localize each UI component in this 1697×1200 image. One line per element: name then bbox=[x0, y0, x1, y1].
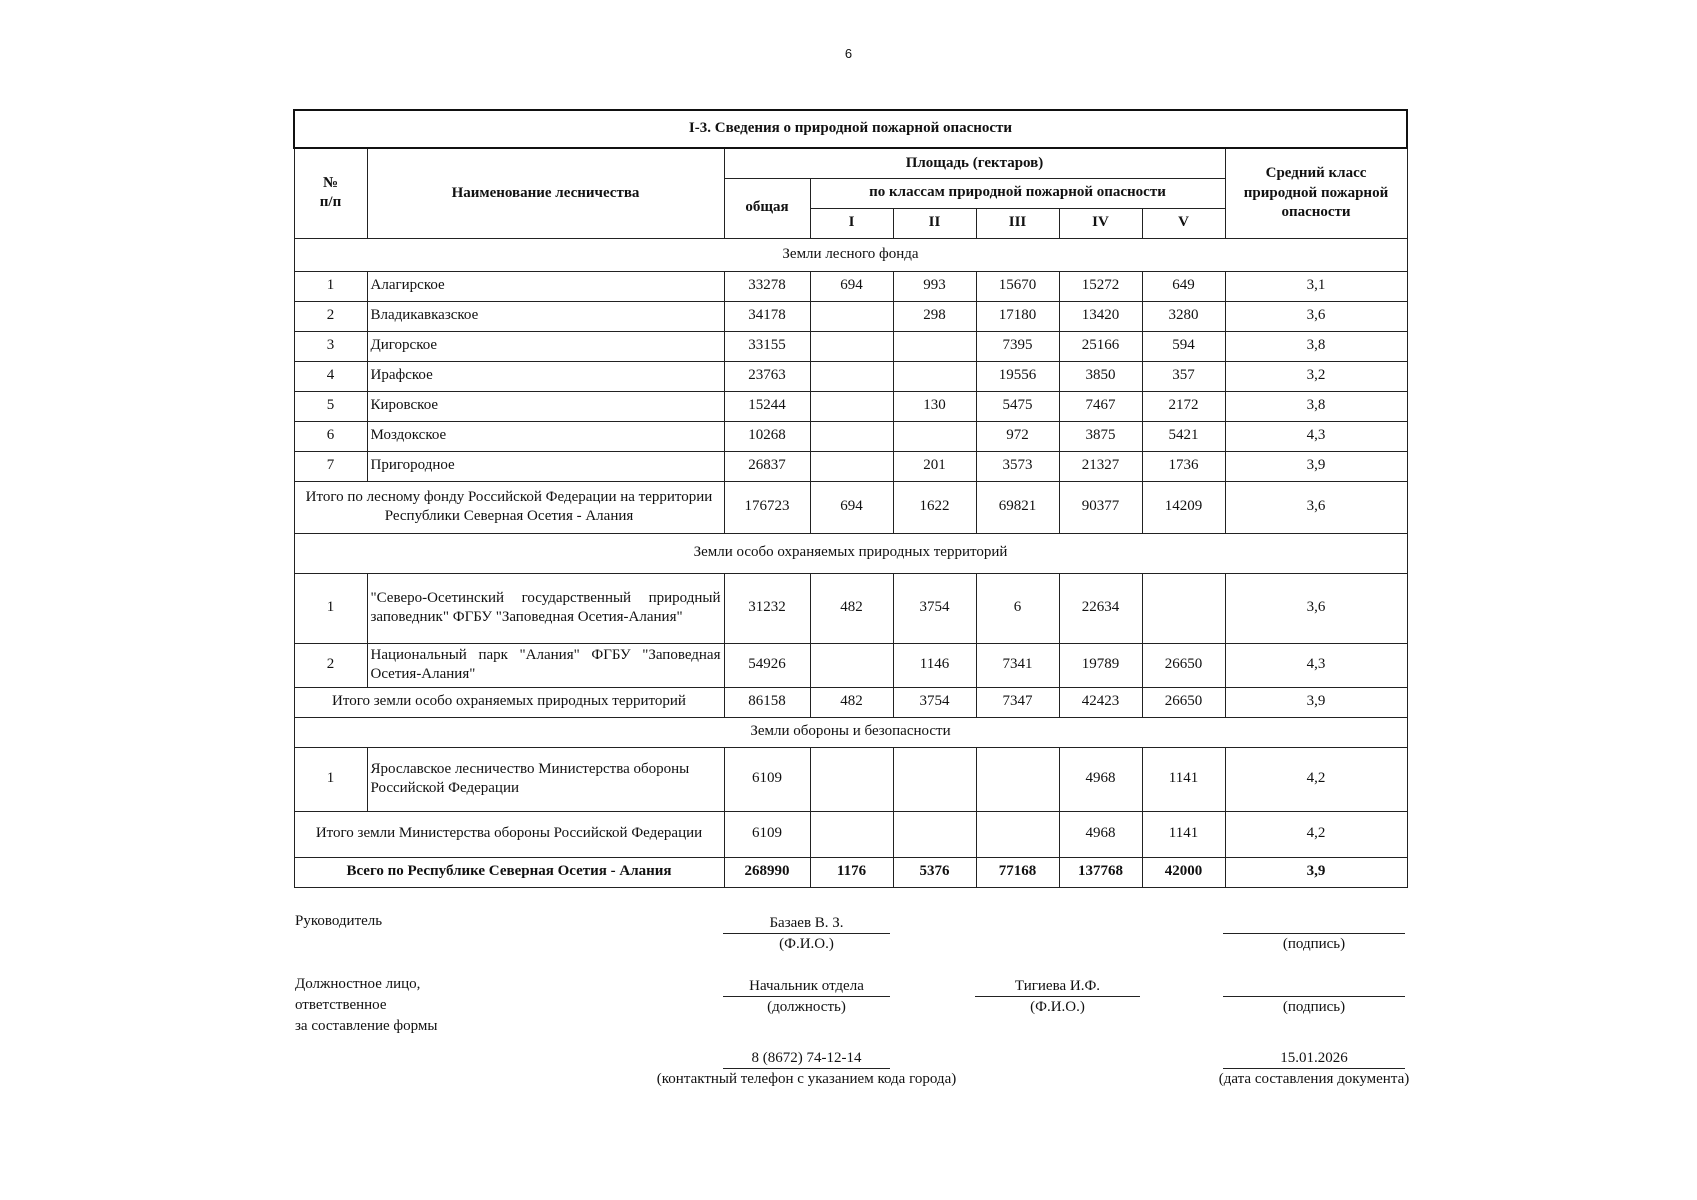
row-c2: 993 bbox=[893, 271, 976, 301]
row-c5: 1141 bbox=[1142, 747, 1225, 811]
header-area: Площадь (гектаров) bbox=[724, 148, 1225, 178]
section-label-forest-fund: Земли лесного фонда bbox=[294, 238, 1407, 271]
official-position: Начальник отдела bbox=[723, 976, 890, 997]
row-c4: 22634 bbox=[1059, 573, 1142, 643]
row-avg: 3,8 bbox=[1225, 331, 1407, 361]
official-position-caption: (должность) bbox=[767, 999, 846, 1015]
row-avg: 3,1 bbox=[1225, 271, 1407, 301]
header-class-iii: III bbox=[976, 208, 1059, 238]
header-name: Наименование лесничества bbox=[367, 148, 724, 238]
row-num: 7 bbox=[294, 451, 367, 481]
grand-total-c3: 77168 bbox=[976, 857, 1059, 887]
row-total: 33278 bbox=[724, 271, 810, 301]
page-number: 6 bbox=[844, 46, 853, 61]
row-total: 15244 bbox=[724, 391, 810, 421]
row-total: 54926 bbox=[724, 643, 810, 687]
row-c5: 3280 bbox=[1142, 301, 1225, 331]
row-total: 6109 bbox=[724, 747, 810, 811]
subtotal-avg: 4,2 bbox=[1225, 811, 1407, 857]
row-c3: 15670 bbox=[976, 271, 1059, 301]
row-avg: 4,3 bbox=[1225, 421, 1407, 451]
row-num: 1 bbox=[294, 573, 367, 643]
official-signature-caption: (подпись) bbox=[1282, 999, 1346, 1015]
grand-total-c2: 5376 bbox=[893, 857, 976, 887]
row-c2: 298 bbox=[893, 301, 976, 331]
row-name: Кировское bbox=[367, 391, 724, 421]
head-name: Базаев В. З. bbox=[723, 913, 890, 934]
row-name: Пригородное bbox=[367, 451, 724, 481]
official-signature-line bbox=[1223, 976, 1405, 997]
grand-total-label: Всего по Республике Северная Осетия - Алания bbox=[294, 857, 724, 887]
row-num: 4 bbox=[294, 361, 367, 391]
subtotal-total: 6109 bbox=[724, 811, 810, 857]
row-c4: 13420 bbox=[1059, 301, 1142, 331]
row-c2: 3754 bbox=[893, 573, 976, 643]
head-label: Руководитель bbox=[295, 913, 383, 929]
subtotal-label: Итого по лесному фонду Российской Федерации на территории Республики Северная Осетия - Алания bbox=[294, 481, 724, 533]
subtotal-c3: 7347 bbox=[976, 687, 1059, 717]
grand-total-c5: 42000 bbox=[1142, 857, 1225, 887]
row-c4: 7467 bbox=[1059, 391, 1142, 421]
subtotal-total: 86158 bbox=[724, 687, 810, 717]
head-signature-caption: (подпись) bbox=[1282, 936, 1346, 952]
row-c3: 19556 bbox=[976, 361, 1059, 391]
subtotal-label: Итого земли особо охраняемых природных территорий bbox=[294, 687, 724, 717]
row-c4: 21327 bbox=[1059, 451, 1142, 481]
section-label-defense-lands: Земли обороны и безопасности bbox=[294, 717, 1407, 747]
row-name: Дигорское bbox=[367, 331, 724, 361]
row-num: 3 bbox=[294, 331, 367, 361]
header-by-class: по классам природной пожарной опасности bbox=[810, 178, 1225, 208]
row-c2: 1146 bbox=[893, 643, 976, 687]
row-c3: 5475 bbox=[976, 391, 1059, 421]
table-title: I-3. Сведения о природной пожарной опасности bbox=[294, 110, 1407, 148]
row-c3: 6 bbox=[976, 573, 1059, 643]
row-c4: 3875 bbox=[1059, 421, 1142, 451]
row-name: "Северо-Осетинский государственный природный заповедник" ФГБУ "Заповедная Осетия-Алания" bbox=[367, 573, 724, 643]
date-value: 15.01.2026 bbox=[1223, 1048, 1405, 1069]
row-c4: 3850 bbox=[1059, 361, 1142, 391]
subtotal-avg: 3,6 bbox=[1225, 481, 1407, 533]
subtotal-c5: 14209 bbox=[1142, 481, 1225, 533]
subtotal-c5: 1141 bbox=[1142, 811, 1225, 857]
grand-total-c1: 1176 bbox=[810, 857, 893, 887]
official-name: Тигиева И.Ф. bbox=[975, 976, 1140, 997]
section-label-protected-areas: Земли особо охраняемых природных территорий bbox=[294, 533, 1407, 573]
row-total: 31232 bbox=[724, 573, 810, 643]
header-class-iv: IV bbox=[1059, 208, 1142, 238]
row-c1: 694 bbox=[810, 271, 893, 301]
subtotal-c4: 90377 bbox=[1059, 481, 1142, 533]
grand-total-total: 268990 bbox=[724, 857, 810, 887]
row-c5: 2172 bbox=[1142, 391, 1225, 421]
subtotal-c2: 3754 bbox=[893, 687, 976, 717]
row-c4: 19789 bbox=[1059, 643, 1142, 687]
head-signature-line bbox=[1223, 913, 1405, 934]
row-avg: 3,9 bbox=[1225, 451, 1407, 481]
row-name: Моздокское bbox=[367, 421, 724, 451]
row-total: 34178 bbox=[724, 301, 810, 331]
header-class-i: I bbox=[810, 208, 893, 238]
row-c3: 7341 bbox=[976, 643, 1059, 687]
row-num: 1 bbox=[294, 271, 367, 301]
row-total: 10268 bbox=[724, 421, 810, 451]
subtotal-c1: 482 bbox=[810, 687, 893, 717]
phone-value: 8 (8672) 74-12-14 bbox=[723, 1048, 890, 1069]
row-c2: 130 bbox=[893, 391, 976, 421]
row-num: 2 bbox=[294, 643, 367, 687]
row-avg: 3,2 bbox=[1225, 361, 1407, 391]
row-avg: 4,3 bbox=[1225, 643, 1407, 687]
row-c3: 3573 bbox=[976, 451, 1059, 481]
row-num: 1 bbox=[294, 747, 367, 811]
head-fio-caption: (Ф.И.О.) bbox=[779, 936, 834, 952]
row-avg: 3,6 bbox=[1225, 573, 1407, 643]
grand-total-avg: 3,9 bbox=[1225, 857, 1407, 887]
subtotal-c4: 42423 bbox=[1059, 687, 1142, 717]
row-c4: 25166 bbox=[1059, 331, 1142, 361]
official-label-line2: ответственное bbox=[295, 997, 387, 1013]
date-caption: (дата составления документа) bbox=[1218, 1071, 1410, 1087]
row-c5: 649 bbox=[1142, 271, 1225, 301]
row-total: 23763 bbox=[724, 361, 810, 391]
row-c5: 594 bbox=[1142, 331, 1225, 361]
subtotal-c3: 69821 bbox=[976, 481, 1059, 533]
official-label-line1: Должностное лицо, bbox=[295, 976, 421, 992]
header-class-v: V bbox=[1142, 208, 1225, 238]
row-c3: 972 bbox=[976, 421, 1059, 451]
row-c4: 4968 bbox=[1059, 747, 1142, 811]
header-avg-class: Средний класс природной пожарной опасности bbox=[1225, 148, 1407, 238]
row-num: 2 bbox=[294, 301, 367, 331]
row-name: Ярославское лесничество Министерства обороны Российской Федерации bbox=[367, 747, 724, 811]
grand-total-c4: 137768 bbox=[1059, 857, 1142, 887]
row-c3: 17180 bbox=[976, 301, 1059, 331]
row-total: 26837 bbox=[724, 451, 810, 481]
official-fio-caption: (Ф.И.О.) bbox=[1030, 999, 1085, 1015]
row-c4: 15272 bbox=[1059, 271, 1142, 301]
header-num: № п/п bbox=[294, 148, 367, 238]
subtotal-c5: 26650 bbox=[1142, 687, 1225, 717]
row-avg: 3,6 bbox=[1225, 301, 1407, 331]
subtotal-total: 176723 bbox=[724, 481, 810, 533]
row-name: Владикавказское bbox=[367, 301, 724, 331]
row-total: 33155 bbox=[724, 331, 810, 361]
row-c5: 26650 bbox=[1142, 643, 1225, 687]
row-c1: 482 bbox=[810, 573, 893, 643]
phone-caption: (контактный телефон с указанием кода города) bbox=[656, 1071, 957, 1087]
row-avg: 3,8 bbox=[1225, 391, 1407, 421]
row-c2: 201 bbox=[893, 451, 976, 481]
subtotal-label: Итого земли Министерства обороны Российской Федерации bbox=[294, 811, 724, 857]
subtotal-c4: 4968 bbox=[1059, 811, 1142, 857]
row-c3: 7395 bbox=[976, 331, 1059, 361]
row-name: Алагирское bbox=[367, 271, 724, 301]
subtotal-avg: 3,9 bbox=[1225, 687, 1407, 717]
row-name: Ирафское bbox=[367, 361, 724, 391]
row-name: Национальный парк "Алания" ФГБУ "Заповедная Осетия-Алания" bbox=[367, 643, 724, 687]
row-c5: 357 bbox=[1142, 361, 1225, 391]
row-avg: 4,2 bbox=[1225, 747, 1407, 811]
subtotal-c1: 694 bbox=[810, 481, 893, 533]
row-c5: 1736 bbox=[1142, 451, 1225, 481]
row-c5: 5421 bbox=[1142, 421, 1225, 451]
header-total: общая bbox=[724, 178, 810, 238]
official-label-line3: за составление формы bbox=[295, 1018, 438, 1034]
row-num: 5 bbox=[294, 391, 367, 421]
subtotal-c2: 1622 bbox=[893, 481, 976, 533]
header-class-ii: II bbox=[893, 208, 976, 238]
row-num: 6 bbox=[294, 421, 367, 451]
